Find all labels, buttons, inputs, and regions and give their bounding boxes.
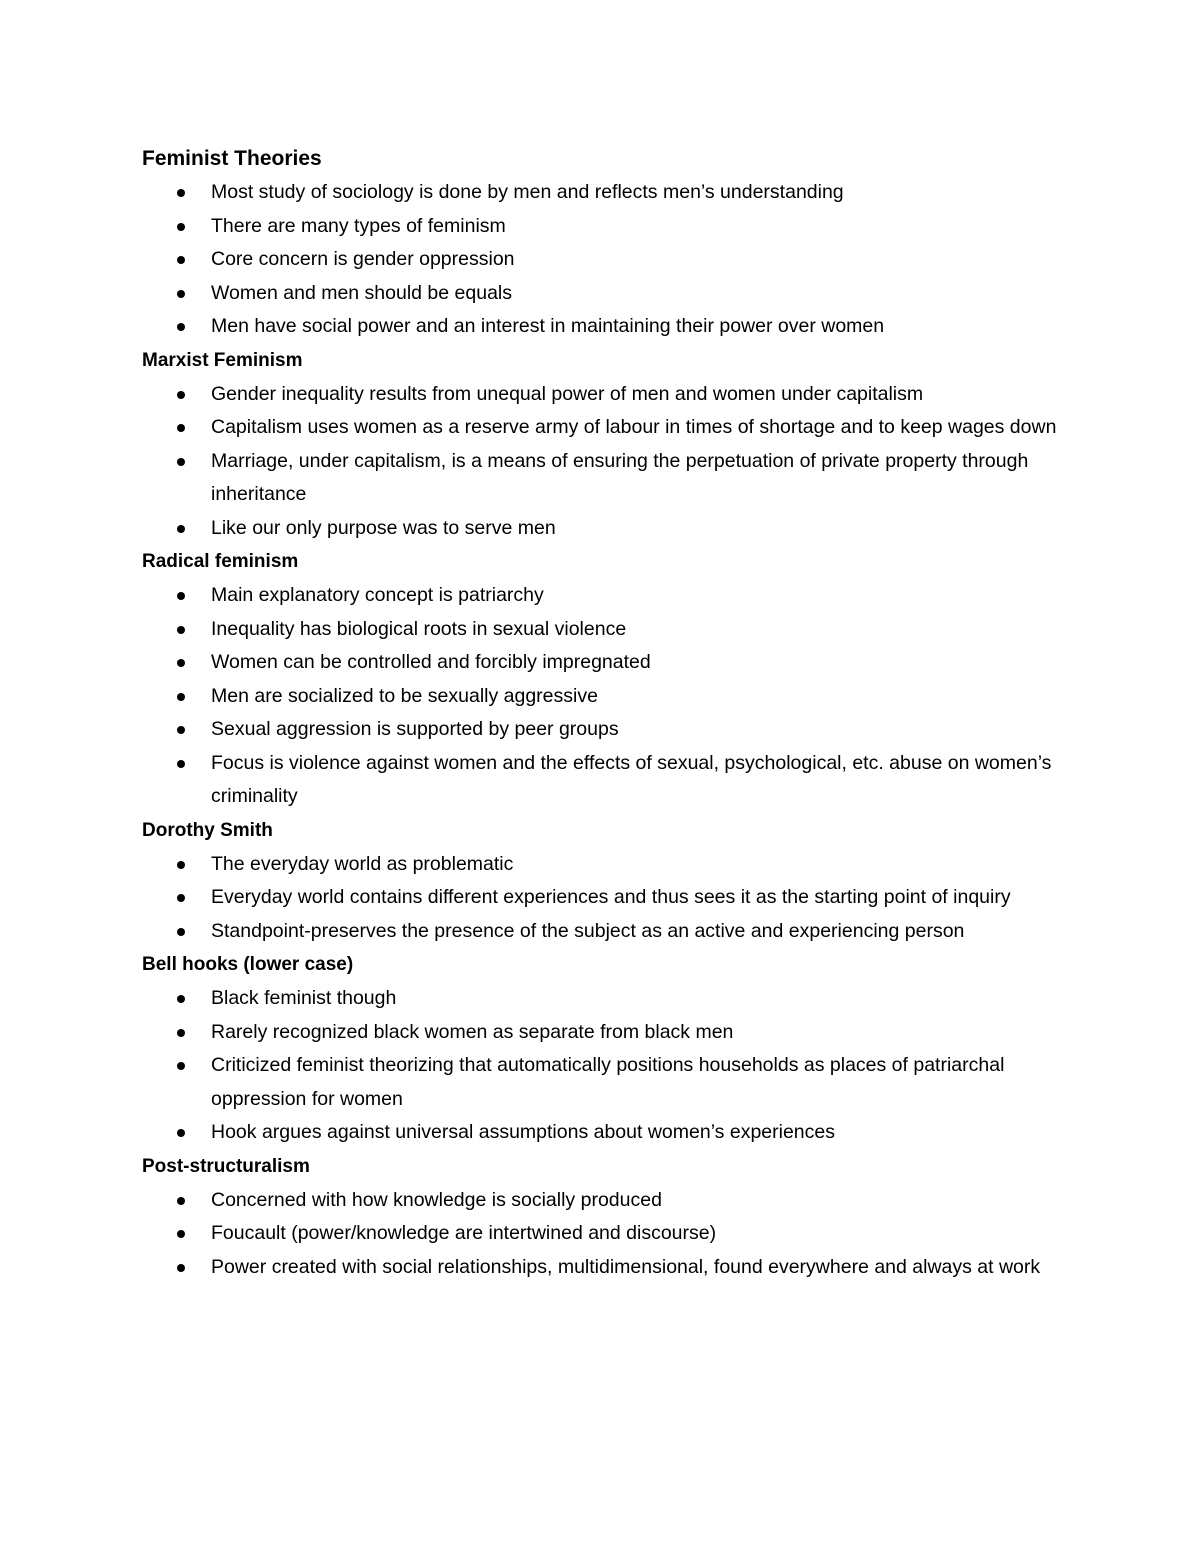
list-item: Most study of sociology is done by men and reflects men’s understanding [142, 176, 1062, 210]
list-item: Focus is violence against women and the effects of sexual, psychological, etc. abuse on women’s criminality [142, 747, 1062, 814]
document-content [142, 142, 1062, 1284]
bullet-icon [177, 894, 185, 902]
list-item: Standpoint-preserves the presence of the subject as an active and experiencing person [142, 915, 1062, 949]
document-title: Feminist Theories [142, 147, 322, 170]
bullet-icon [177, 592, 185, 600]
bullet-icon [177, 256, 185, 264]
bullet-icon [177, 626, 185, 634]
bullet-icon [177, 223, 185, 231]
intro-list [142, 176, 1062, 344]
marxist-feminism-list [142, 378, 1062, 546]
dorothy-smith-list [142, 848, 1062, 949]
bullet-icon [177, 323, 185, 331]
bullet-icon [177, 525, 185, 533]
section-heading-dorothy-smith: Dorothy Smith [142, 819, 273, 841]
list-item: Hook argues against universal assumptions about women’s experiences [142, 1116, 1062, 1150]
bullet-icon [177, 1029, 185, 1037]
list-item: Core concern is gender oppression [142, 243, 1062, 277]
list-item: Criticized feminist theorizing that automatically positions households as places of patriarchal oppression for women [142, 1049, 1062, 1116]
list-item: Everyday world contains different experiences and thus sees it as the starting point of inquiry [142, 881, 1062, 915]
list-item: Concerned with how knowledge is socially produced [142, 1184, 1062, 1218]
list-item: Women can be controlled and forcibly impregnated [142, 646, 1062, 680]
list-item: Inequality has biological roots in sexual violence [142, 613, 1062, 647]
bullet-icon [177, 424, 185, 432]
bullet-icon [177, 693, 185, 701]
bullet-icon [177, 189, 185, 197]
post-structuralism-list [142, 1184, 1062, 1285]
section-heading-radical-feminism: Radical feminism [142, 551, 299, 572]
bullet-icon [177, 928, 185, 936]
section-heading-marxist-feminism: Marxist Feminism [142, 349, 303, 371]
bullet-icon [177, 1264, 185, 1272]
bullet-icon [177, 760, 185, 768]
section-heading-post-structuralism: Post-structuralism [142, 1155, 310, 1177]
list-item: Black feminist though [142, 982, 1062, 1016]
list-item: Foucault (power/knowledge are intertwined and discourse) [142, 1217, 1062, 1251]
bullet-icon [177, 1230, 185, 1238]
section-heading-bell-hooks: Bell hooks (lower case) [142, 954, 354, 975]
bullet-icon [177, 391, 185, 399]
radical-feminism-list [142, 579, 1062, 814]
list-item: Women and men should be equals [142, 277, 1062, 311]
bullet-icon [177, 995, 185, 1003]
bullet-icon [177, 458, 185, 466]
bell-hooks-list [142, 982, 1062, 1150]
list-item: There are many types of feminism [142, 210, 1062, 244]
list-item: Capitalism uses women as a reserve army of labour in times of shortage and to keep wages down [142, 411, 1062, 445]
bullet-icon [177, 861, 185, 869]
bullet-icon [177, 1197, 185, 1205]
list-item: Marriage, under capitalism, is a means of ensuring the perpetuation of private property through inheritance [142, 445, 1062, 512]
list-item: Rarely recognized black women as separate from black men [142, 1016, 1062, 1050]
list-item: The everyday world as problematic [142, 848, 1062, 882]
list-item: Men have social power and an interest in maintaining their power over women [142, 310, 1062, 344]
list-item: Sexual aggression is supported by peer groups [142, 713, 1062, 747]
list-item: Main explanatory concept is patriarchy [142, 579, 1062, 613]
bullet-icon [177, 659, 185, 667]
list-item: Power created with social relationships, multidimensional, found everywhere and always at work [142, 1251, 1062, 1285]
list-item: Like our only purpose was to serve men [142, 512, 1062, 546]
list-item: Men are socialized to be sexually aggressive [142, 680, 1062, 714]
bullet-icon [177, 1062, 185, 1070]
bullet-icon [177, 726, 185, 734]
bullet-icon [177, 1129, 185, 1137]
list-item: Gender inequality results from unequal power of men and women under capitalism [142, 378, 1062, 412]
bullet-icon [177, 290, 185, 298]
